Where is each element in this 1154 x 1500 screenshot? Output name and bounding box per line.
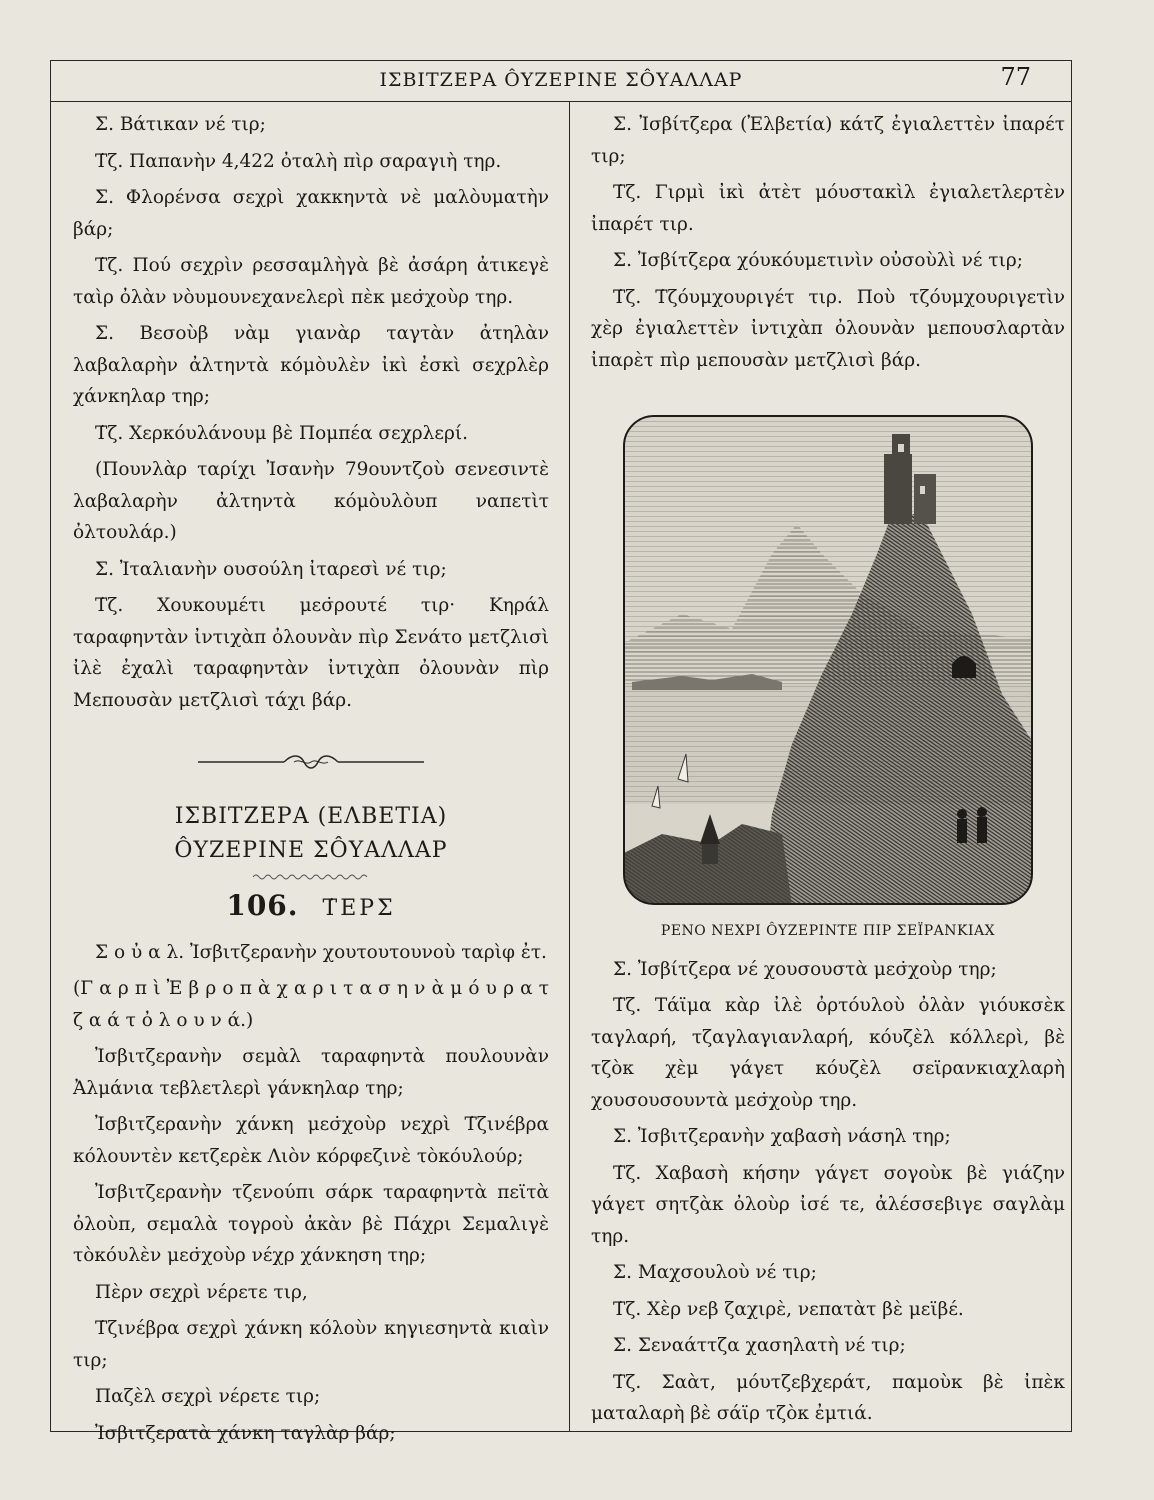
- paragraph: Ἰσβιτζερανὴν τζενούπι σάρκ ταραφηντὰ πεϊτὰ ὀλοὺπ, σεμαλὰ τογροὺ ἀκὰν βὲ Πάχρι Σεμαλιγὲ τὸκόυλὲν μεσ̇χοὺρ νέχρ χάνκηση τηρ;: [73, 1182, 549, 1266]
- paragraph: (Πουνλὰρ ταρίχι Ἰσανὴν 79ουντζοὺ σενεσιντὲ λαβαλαρὴν ἀλτηντὰ κόμὸυλὸυπ ναπετὶτ ὀλτουλάρ.): [73, 459, 549, 543]
- paragraph: Τ̇ζ. Σαὰτ, μόυτζεβχεράτ, παμοὺκ βὲ ἰπὲκ ματαλαρὴ βὲ σάϊρ τζὸκ ἐμτιά.: [591, 1371, 1065, 1424]
- paragraph: Πὲρν σεχρὶ νέρετε τιρ,: [95, 1281, 308, 1303]
- paragraph: Σ ο ὐ α λ. Ἰσβιτζερανὴν χουτουτουνοὺ ταρὶφ ἐτ.: [95, 941, 547, 963]
- illustration-caption: ΡΕΝΟ ΝΕΧΡΙ ÔΥΖΕΡΙΝΤ̇Ε ΠΙΡ ΣΕΪΡΑΝΚ̇ΙΑΧ: [660, 923, 996, 939]
- paragraph: (Γ α ρ π ὶ Ἐ β ρ ο π ὰ χ α ρ ι τ α σ η ν ὰ μ ό υ ρ α τ ζ α ά τ ὀ λ ο υ ν ά.): [73, 978, 549, 1031]
- lesson-word: Τ̇ΕΡΣ: [322, 896, 396, 921]
- paragraph: Τ̇ζ. Χὲρ νεβ ζαχιρὲ, νεπατὰτ βὲ μεϊβέ.: [613, 1298, 964, 1320]
- paragraph: Τ̇ζ. Χαβασὴ κήσην γάγετ σογοὺκ βὲ γιάζην γάγετ σητζὰκ ὀλοὺρ ἰσέ τε, ἀλέσσεβιγε σαγλὰμ τηρ.: [591, 1162, 1065, 1247]
- paragraph: Τ̇ζινέβρα σεχρὶ χάνκη κόλοὺν κηγιεσηντὰ κιαὶν τιρ;: [73, 1318, 549, 1371]
- paragraph: Τ̇ζ. Χερκόυλάνουμ βὲ Πομπέα σεχρλερί.: [95, 422, 468, 444]
- paragraph: Σ. Ἰσβίτζερα νέ χουσουστὰ μεσ̇χοὺρ τηρ;: [613, 958, 997, 980]
- paragraph: Τ̇ζ. Τάϊμα κὰρ ἰλὲ ὀρτόυλοὺ ὀλὰν γιόυκσὲκ ταγλαρή, τζαγλαγιανλαρή, κόυζὲλ κόλλερὶ, βὲ τζὸκ χὲμ γάγετ κόυζὲλ σεϊρανκιαχλαρὴ χουσουσουντὰ μεσ̇χοὺρ τηρ.: [591, 995, 1065, 1111]
- paragraph: Ἰσβιτζερανὴν σεμὰλ ταραφηντὰ πουλουνὰν Ἀλμάνια τεβλετλερὶ γάνκηλαρ τηρ;: [73, 1046, 549, 1099]
- paragraph: Σ. Βεσοὺβ νὰμ γιανὰρ ταγτὰν ἀτηλὰν λαβαλαρὴν ἀλτηντὰ κόμὸυλὲν ἰκὶ ἐσκὶ σεχρλὲρ χάνκηλαρ τηρ;: [73, 323, 549, 407]
- paragraph: Σ. Σεναάττζα χασηλατὴ νέ τιρ;: [613, 1335, 906, 1356]
- page-number: 77: [1000, 63, 1031, 91]
- illustration-engraving: [622, 414, 1034, 906]
- paragraph: Ἰσβιτζερανὴν χάνκη μεσ̇χοὺρ νεχρὶ Τ̇ζινέβρα κόλουντὲν κετζερὲκ Λιὸν κόρφεζινὲ τὸκόυλούρ;: [73, 1114, 549, 1167]
- paragraph: Παζὲλ σεχρὶ νέρετε τιρ;: [95, 1386, 321, 1407]
- lesson-heading: [73, 890, 549, 925]
- left-column: [73, 109, 549, 1454]
- lesson-number: 106.: [226, 889, 299, 922]
- paragraph: Σ. Ἰσβιτζερανὴν χαβασὴ νάσηλ τηρ;: [613, 1126, 951, 1147]
- paragraph: Σ. Φλορένσα σεχρὶ χακκηντὰ νὲ μαλὸυματὴν βάρ;: [73, 187, 549, 240]
- wavy-rule: [251, 872, 371, 882]
- paragraph: Σ. Ἰσβίτζερα (Ἐλβετία) κάτζ ἐγιαλεττὲν ἰπαρέτ τιρ;: [591, 114, 1065, 167]
- paragraph: Ἰσβιτζερατὰ χάνκη ταγλὰρ βάρ;: [95, 1422, 396, 1444]
- column-divider: [569, 101, 570, 1431]
- paragraph: Σ. Μαχσουλοὺ νέ τιρ;: [613, 1262, 817, 1283]
- section-title-line2: ÔΥΖΕΡΙΝΕ ΣÔΥΑΛΛΑΡ: [174, 838, 448, 863]
- running-head: [51, 61, 1071, 102]
- paragraph: Τ̇ζ. Πού σεχρὶν ρεσσαμλὴγὰ βὲ ἀσάρη ἀτικεγὲ ταὶρ ὀλὰν νὸυμουνεχανελερὶ πὲκ μεσ̇χοὺρ τηρ.: [73, 255, 549, 308]
- paragraph: Τ̇ζ. Γιρμὶ ἰκὶ ἀτὲτ μόυστακὶλ ἐγιαλετλερτὲν ἰπαρέτ τιρ.: [591, 182, 1065, 235]
- ornament-divider: [196, 754, 426, 770]
- paragraph: Σ. Βάτικαν νέ τιρ;: [95, 114, 266, 135]
- paragraph: Τ̇ζ. Τ̇ζόυμχουριγέτ τιρ. Ποὺ τζόυμχουριγετὶν χὲρ ἐγιαλεττὲν ἰντιχὰπ ὀλουνὰν μεπουσλαρτὰν ἰπαρὲτ πὶρ μεπουσὰν μετζλισὶ βάρ.: [591, 286, 1065, 371]
- section-title-line1: ΙΣΒΙΤΖΕΡΑ (ΕΛΒΕΤΙΑ): [174, 804, 448, 829]
- right-column: [591, 109, 1065, 1435]
- paragraph: Τ̇ζ. Παπανὴν 4,422 ὀταλὴ πὶρ σαραγιὴ τηρ.: [95, 150, 502, 172]
- page-frame: [50, 60, 1072, 1444]
- paragraph: Σ. Ἰσβίτζερα χόυκόυμετινὶν οὐσοὺλὶ νέ τιρ;: [613, 250, 1023, 271]
- paragraph: Σ. Ἰταλιανὴν ουσούλη ἰταρεσὶ νέ τιρ;: [95, 558, 447, 580]
- running-title: ΙΣΒΙΤΖΕΡΑ ÔΥΖΕΡΙΝΕ ΣÔΥΑΛΛΑΡ: [379, 69, 743, 91]
- paragraph: Τ̇ζ. Χουκουμέτι μεσ̇ρουτέ τιρ· Κηράλ ταραφηντὰν ἰντιχὰπ ὀλουνὰν πὶρ Σενάτο μετζλισὶ ἰλὲ ἐχαλὶ ταραφηντὰν ἰντιχὰπ ὀλουνὰν πὶρ Μεπουσὰν μετζλισὶ τάχι βάρ.: [73, 595, 549, 711]
